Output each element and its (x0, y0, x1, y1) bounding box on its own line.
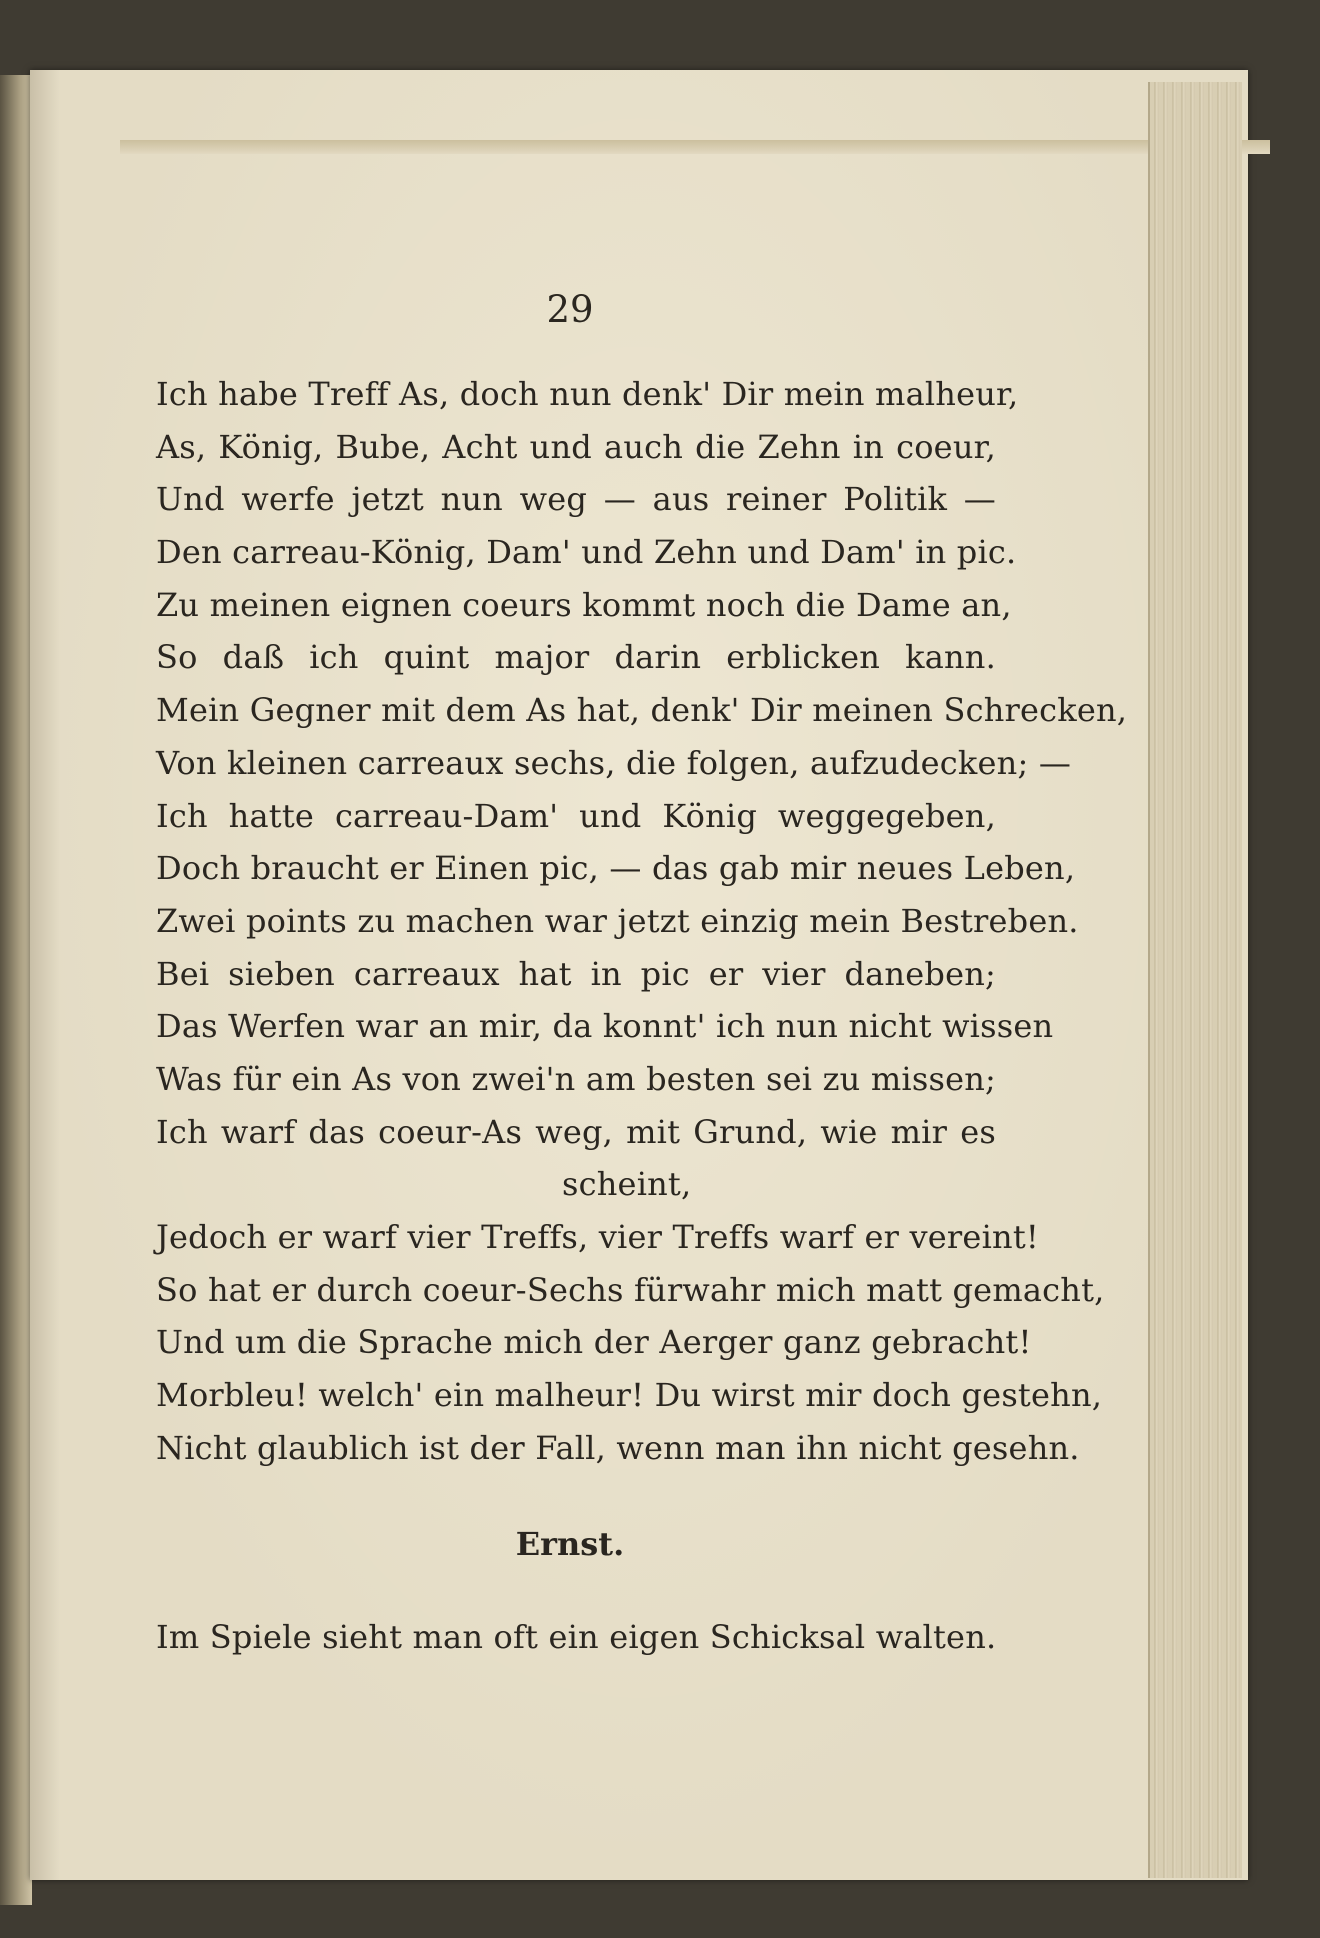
page-number: 29 (546, 288, 594, 331)
poem-line: Den carreau-König, Dam' und Zehn und Dam' in pic. (156, 533, 1017, 572)
poem-line: Das Werfen war an mir, da konnt' ich nun nicht wissen (156, 1007, 1054, 1046)
poem-line: Zwei points zu machen war jetzt einzig mein Bestreben. (156, 901, 1079, 940)
poem-line: So daß ich quint major darin erblicken kann. (156, 638, 996, 677)
poem-text (156, 368, 1128, 1474)
poem-line: Bei sieben carreaux hat in pic er vier daneben; (156, 954, 996, 993)
poem-line: As, König, Bube, Acht und auch die Zehn in coeur, (156, 427, 996, 466)
poem-line: Was für ein As von zwei'n am besten sei zu missen; (156, 1059, 996, 1098)
poem-line: Im Spiele sieht man oft ein eigen Schicksal walten. (156, 1618, 997, 1656)
poem-line: Von kleinen carreaux sechs, die folgen, aufzudecken; — (156, 743, 1072, 782)
poem-line: Ich hatte carreau-Dam' und König weggegeben, (156, 796, 996, 835)
poem-line: Und werfe jetzt nun weg — aus reiner Politik — (156, 480, 996, 519)
poem-line-continuation: scheint, (562, 1165, 692, 1204)
poem-line: Mein Gegner mit dem As hat, denk' Dir meinen Schrecken, (156, 691, 1128, 730)
left-page-edge (0, 75, 32, 1905)
poem-line: Morbleu! welch' ein malheur! Du wirst mir doch gestehn, (156, 1376, 1103, 1415)
poem-line: Und um die Sprache mich der Aerger ganz gebracht! (156, 1323, 1032, 1362)
book-page (30, 70, 1248, 1880)
poem-line: So hat er durch coeur-Sechs fürwahr mich matt gemacht, (156, 1270, 1105, 1309)
poem-line: Ich warf das coeur-As weg, mit Grund, wie mir es (156, 1112, 996, 1151)
poem-line: Ich habe Treff As, doch nun denk' Dir mein malheur, (156, 375, 1019, 413)
poem-line: Doch braucht er Einen pic, — das gab mir neues Leben, (156, 849, 1076, 888)
poem-line: Jedoch er warf vier Treffs, vier Treffs warf er vereint! (156, 1218, 1039, 1256)
page-stack-edges (1148, 82, 1242, 1878)
poem-line: Nicht glaublich ist der Fall, wenn man ihn nicht gesehn. (156, 1428, 1080, 1467)
poem-line: Zu meinen eignen coeurs kommt noch die Dame an, (156, 585, 1012, 624)
page-top-edge (120, 140, 1270, 154)
section-title: Ernst. (515, 1525, 625, 1563)
